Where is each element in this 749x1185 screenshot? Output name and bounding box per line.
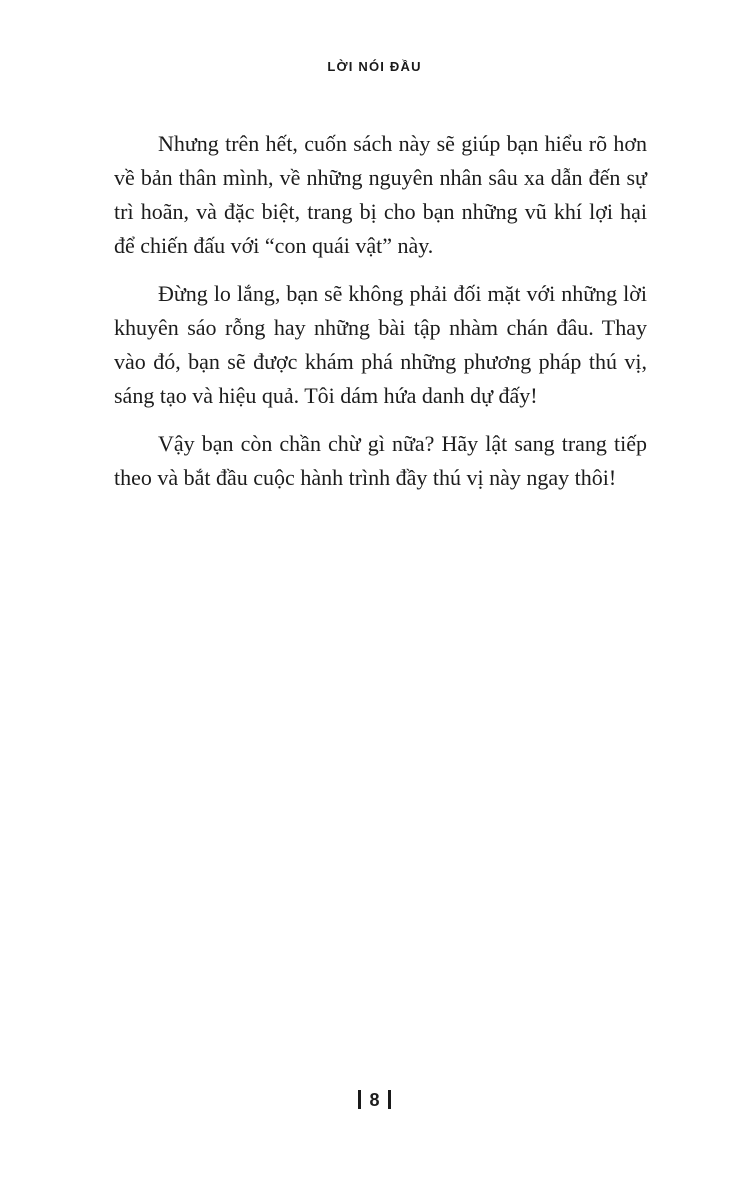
- body-text: [114, 127, 647, 509]
- paragraph-1: Nhưng trên hết, cuốn sách này sẽ giúp bạn hiểu rõ hơn về bản thân mình, về những nguyên nhân sâu xa dẫn đến sự trì hoãn, và đặc biệt, trang bị cho bạn những vũ khí lợi hại để chiến đấu với “con quái vật” này.: [114, 131, 647, 258]
- page-number: [0, 1087, 749, 1113]
- page-number-left-bar: [358, 1090, 361, 1109]
- paragraph-2: Đừng lo lắng, bạn sẽ không phải đối mặt với những lời khuyên sáo rỗng hay những bài tập nhàm chán đâu. Thay vào đó, bạn sẽ được khám phá những phương pháp thú vị, sáng tạo và hiệu quả. Tôi dám hứa danh dự đấy!: [114, 281, 647, 408]
- page-number-value: 8: [369, 1090, 380, 1110]
- running-header: LỜI NÓI ĐẦU: [327, 59, 422, 74]
- paragraph-3: Vậy bạn còn chần chừ gì nữa? Hãy lật sang trang tiếp theo và bắt đầu cuộc hành trình đầy thú vị này ngay thôi!: [114, 431, 647, 490]
- page-number-right-bar: [388, 1090, 391, 1109]
